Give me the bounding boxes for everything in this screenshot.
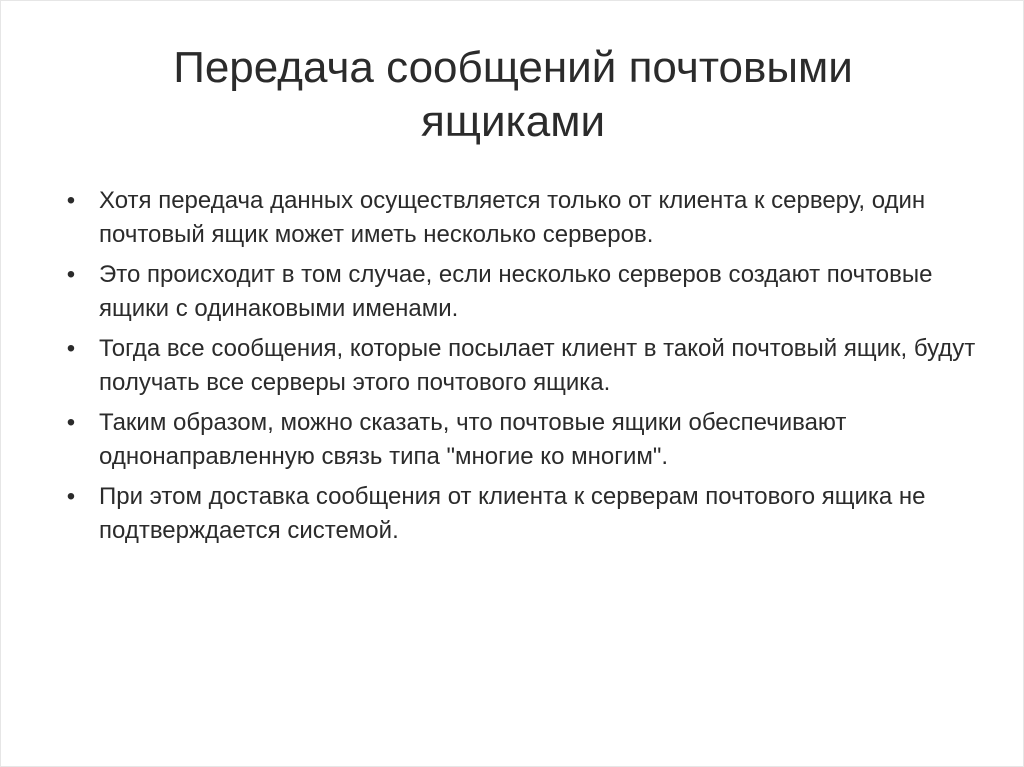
bullet-item-3 — [57, 332, 977, 400]
bullet-item-1 — [57, 184, 977, 252]
bullet-text: Таким образом, можно сказать, что почтовые ящики обеспечивают однонаправленную связь типа "многие ко многим". — [99, 409, 847, 470]
bullet-text: Это происходит в том случае, если несколько серверов создают почтовые ящики с одинаковыми именами. — [99, 261, 933, 322]
bullet-item-4 — [57, 406, 977, 474]
bullet-item-5 — [57, 480, 977, 548]
bullet-text: Тогда все сообщения, которые посылает клиент в такой почтовый ящик, будут получать все серверы этого почтового ящика. — [99, 335, 976, 396]
bullet-icon: • — [66, 409, 76, 436]
slide-title: Передача сообщений почтовыми ящиками — [173, 43, 853, 146]
bullet-icon: • — [66, 335, 76, 362]
bullet-icon: • — [66, 187, 76, 214]
bullet-text: Хотя передача данных осуществляется только от клиента к серверу, один почтовый ящик может иметь несколько серверов. — [99, 187, 926, 248]
bullet-text: При этом доставка сообщения от клиента к серверам почтового ящика не подтверждается системой. — [99, 483, 926, 544]
bullet-item-2 — [57, 258, 977, 326]
bullet-list — [57, 184, 977, 554]
bullet-icon: • — [66, 261, 76, 288]
bullet-icon: • — [66, 483, 76, 510]
